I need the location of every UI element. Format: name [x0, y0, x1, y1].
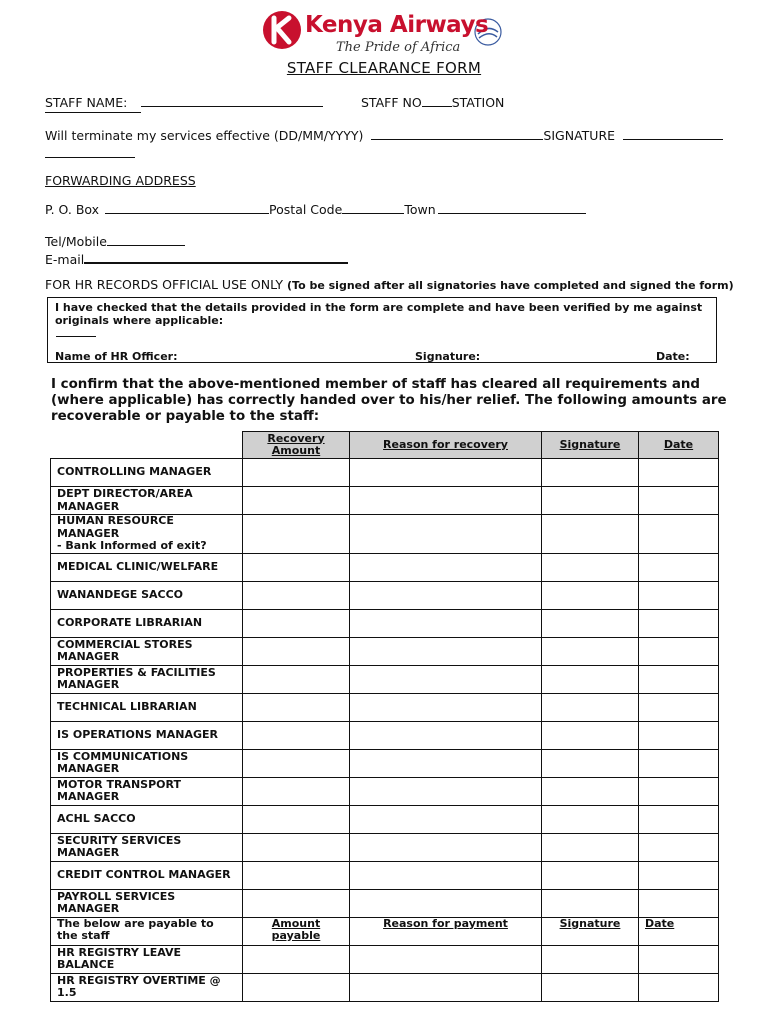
recovery-amount-cell[interactable]	[243, 581, 350, 609]
table-header-row	[51, 432, 719, 459]
table-row	[51, 721, 719, 749]
table-row	[51, 973, 719, 1001]
recovery-amount-cell[interactable]	[243, 805, 350, 833]
row-label-text: ACHL SACCO	[57, 811, 136, 825]
row-label-text: PROPERTIES & FACILITIES MANAGER	[57, 665, 216, 691]
date-cell[interactable]	[639, 637, 719, 665]
table-row	[51, 553, 719, 581]
signature-cell[interactable]	[542, 515, 639, 554]
row-label-text: HR REGISTRY LEAVE BALANCE	[57, 945, 182, 971]
signature-cell[interactable]	[542, 749, 639, 777]
recovery-amount-cell[interactable]	[243, 973, 350, 1001]
reason-cell[interactable]	[350, 515, 542, 554]
recovery-amount-cell[interactable]	[243, 553, 350, 581]
email-label: E-mail	[45, 252, 85, 267]
recovery-amount-cell[interactable]	[243, 637, 350, 665]
table-row	[51, 749, 719, 777]
payable-signature-header	[542, 917, 639, 945]
date-cell[interactable]	[639, 749, 719, 777]
email-row	[45, 250, 348, 267]
amount-payable-header	[243, 917, 350, 945]
confirmation-statement: I confirm that the above-mentioned member of staff has cleared all requirements and (where applicable) has correctly handed over to his/her relief. The following amounts are recoverable or payable to the staff:	[51, 377, 727, 424]
table-row	[51, 665, 719, 693]
date-cell[interactable]	[639, 609, 719, 637]
recovery-amount-cell[interactable]	[243, 693, 350, 721]
table-row	[51, 861, 719, 889]
signature-cell[interactable]	[542, 553, 639, 581]
terminate-date-field[interactable]	[371, 127, 543, 140]
brand-tagline: The Pride of Africa	[336, 40, 461, 55]
row-label	[51, 973, 243, 1001]
town-field[interactable]	[438, 201, 586, 214]
recovery-amount-cell[interactable]	[243, 515, 350, 554]
email-field[interactable]	[84, 250, 348, 264]
recovery-amount-cell[interactable]	[243, 721, 350, 749]
table-row	[51, 637, 719, 665]
payable-signature-header-text: Signature	[559, 916, 621, 930]
reason-cell[interactable]	[350, 973, 542, 1001]
date-cell[interactable]	[639, 553, 719, 581]
signature-cell[interactable]	[542, 581, 639, 609]
payable-header-row	[51, 917, 719, 945]
row-label-text: WANANDEGE SACCO	[57, 587, 184, 601]
table-row	[51, 889, 719, 917]
recovery-amount-cell[interactable]	[243, 749, 350, 777]
row-label-text: CREDIT CONTROL MANAGER	[57, 867, 231, 881]
hr-use-row	[45, 277, 734, 292]
signature-field[interactable]	[623, 127, 723, 140]
signature-cell[interactable]	[542, 721, 639, 749]
recovery-amount-cell[interactable]	[243, 609, 350, 637]
clearance-table	[50, 431, 719, 1002]
tel-row	[45, 233, 185, 249]
reason-cell[interactable]	[350, 487, 542, 515]
row-label	[51, 487, 243, 515]
reason-cell[interactable]	[350, 861, 542, 889]
station-label: STATION	[451, 95, 505, 110]
header-recovery-amount: Recovery Amount	[243, 432, 350, 459]
date-cell[interactable]	[639, 721, 719, 749]
signature-label: SIGNATURE	[543, 128, 616, 143]
table-row	[51, 581, 719, 609]
po-box-label: P. O. Box	[45, 202, 100, 217]
reason-cell[interactable]	[350, 459, 542, 487]
signature-cell[interactable]	[542, 973, 639, 1001]
table-row	[51, 459, 719, 487]
staff-name-row	[45, 94, 323, 110]
form-title: STAFF CLEARANCE FORM	[286, 59, 482, 77]
date-cell[interactable]	[639, 487, 719, 515]
reason-for-payment-header-text: Reason for payment	[383, 916, 508, 930]
table-row	[51, 805, 719, 833]
row-label-text: HR REGISTRY OVERTIME @ 1.5	[57, 973, 221, 999]
reason-cell[interactable]	[350, 609, 542, 637]
staff-no-row	[361, 94, 504, 110]
payable-date-header-text: Date	[645, 916, 675, 930]
row-label-text: HUMAN RESOURCE MANAGER	[57, 514, 174, 540]
header-date: Date	[639, 432, 719, 459]
row-label-text: PAYROLL SERVICES MANAGER	[57, 889, 176, 915]
reason-cell[interactable]	[350, 665, 542, 693]
signature-cell[interactable]	[542, 777, 639, 805]
row-label-text: CORPORATE LIBRARIAN	[57, 615, 203, 629]
postal-code-field[interactable]	[342, 201, 404, 214]
row-label	[51, 889, 243, 917]
recovery-amount-cell[interactable]	[243, 945, 350, 973]
reason-cell[interactable]	[350, 721, 542, 749]
date-cell[interactable]	[639, 889, 719, 917]
underline-field[interactable]	[45, 112, 141, 113]
reason-cell[interactable]	[350, 889, 542, 917]
hr-use-note: (To be signed after all signatories have completed and signed the form)	[287, 279, 734, 292]
tel-field[interactable]	[107, 233, 185, 246]
recovery-amount-cell[interactable]	[243, 665, 350, 693]
reason-cell[interactable]	[350, 693, 542, 721]
row-label	[51, 693, 243, 721]
row-label	[51, 665, 243, 693]
row-label-text: MOTOR TRANSPORT MANAGER	[57, 777, 181, 803]
row-label-text: TECHNICAL LIBRARIAN	[57, 699, 197, 713]
date-cell[interactable]	[639, 861, 719, 889]
terminate-label: Will terminate my services effective (DD/MM/YYYY)	[45, 128, 364, 143]
table-row	[51, 487, 719, 515]
hr-verification-box	[47, 297, 717, 363]
row-label	[51, 805, 243, 833]
row-label	[51, 777, 243, 805]
payable-label	[51, 917, 243, 945]
town-label: Town	[404, 202, 436, 217]
reason-cell[interactable]	[350, 945, 542, 973]
reason-cell[interactable]	[350, 637, 542, 665]
signature-cell[interactable]	[542, 693, 639, 721]
row-label	[51, 581, 243, 609]
table-row	[51, 609, 719, 637]
recovery-amount-cell[interactable]	[243, 777, 350, 805]
recovery-amount-cell[interactable]	[243, 459, 350, 487]
recovery-amount-cell[interactable]	[243, 861, 350, 889]
signature-cell[interactable]	[542, 861, 639, 889]
staff-no-field[interactable]	[422, 94, 452, 107]
hr-signature-label: Signature:	[415, 350, 481, 363]
date-cell[interactable]	[639, 805, 719, 833]
po-box-field[interactable]	[105, 201, 269, 214]
date-cell[interactable]	[639, 581, 719, 609]
recovery-amount-cell[interactable]	[243, 833, 350, 861]
table-row	[51, 515, 719, 554]
reason-cell[interactable]	[350, 833, 542, 861]
signature-cell[interactable]	[542, 609, 639, 637]
reason-cell[interactable]	[350, 749, 542, 777]
date-cell[interactable]	[639, 693, 719, 721]
row-label-text: IS COMMUNICATIONS MANAGER	[57, 749, 189, 775]
hr-officer-name-label: Name of HR Officer:	[55, 350, 178, 363]
row-label-text: COMMERCIAL STORES MANAGER	[57, 637, 193, 663]
row-label	[51, 861, 243, 889]
row-label	[51, 459, 243, 487]
underline-field[interactable]	[45, 157, 135, 158]
row-label-text: SECURITY SERVICES MANAGER	[57, 833, 182, 859]
hr-use-heading: FOR HR RECORDS OFFICIAL USE ONLY	[45, 277, 284, 292]
row-label-text: MEDICAL CLINIC/WELFARE	[57, 559, 219, 573]
row-label-text: DEPT DIRECTOR/AREA MANAGER	[57, 487, 193, 513]
address-row	[45, 201, 586, 217]
terminate-row	[45, 127, 723, 143]
date-cell[interactable]	[639, 515, 719, 554]
staff-name-field[interactable]	[141, 94, 323, 107]
row-label	[51, 833, 243, 861]
signature-cell[interactable]	[542, 889, 639, 917]
date-cell[interactable]	[639, 833, 719, 861]
hr-date-label: Date:	[656, 350, 690, 363]
header-blank-cell	[51, 432, 243, 459]
payable-label-text: The below are payable to the staff	[57, 916, 214, 942]
row-label	[51, 553, 243, 581]
header-reason-for-recovery: Reason for recovery	[350, 432, 542, 459]
date-cell[interactable]	[639, 459, 719, 487]
hr-statement: I have checked that the details provided in the form are complete and have been verified by me against originals where applicable:	[55, 301, 703, 327]
signature-cell[interactable]	[542, 459, 639, 487]
row-label	[51, 609, 243, 637]
recovery-amount-cell[interactable]	[243, 487, 350, 515]
row-sub-item: - Bank Informed of exit?	[57, 539, 207, 552]
row-label	[51, 515, 243, 554]
row-label-text: CONTROLLING MANAGER	[57, 465, 212, 479]
tel-label: Tel/Mobile	[45, 234, 107, 249]
forwarding-address-heading: FORWARDING ADDRESS	[45, 173, 196, 188]
underline-field[interactable]	[56, 336, 96, 337]
reason-cell[interactable]	[350, 805, 542, 833]
recovery-amount-cell[interactable]	[243, 889, 350, 917]
row-label	[51, 721, 243, 749]
signature-cell[interactable]	[542, 487, 639, 515]
row-label-text: IS OPERATIONS MANAGER	[57, 727, 218, 741]
table-row	[51, 833, 719, 861]
date-cell[interactable]	[639, 777, 719, 805]
table-row	[51, 777, 719, 805]
amount-payable-header-text: Amount payable	[271, 916, 321, 942]
reason-cell[interactable]	[350, 581, 542, 609]
postal-code-label: Postal Code	[269, 202, 343, 217]
signature-cell[interactable]	[542, 637, 639, 665]
row-label	[51, 637, 243, 665]
signature-cell[interactable]	[542, 833, 639, 861]
staff-no-label: STAFF NO	[361, 95, 422, 110]
staff-name-label: STAFF NAME:	[45, 95, 128, 110]
reason-for-payment-header	[350, 917, 542, 945]
date-cell[interactable]	[639, 945, 719, 973]
reason-cell[interactable]	[350, 553, 542, 581]
reason-cell[interactable]	[350, 777, 542, 805]
table-row	[51, 945, 719, 973]
signature-cell[interactable]	[542, 945, 639, 973]
row-label	[51, 945, 243, 973]
table-row	[51, 693, 719, 721]
date-cell[interactable]	[639, 973, 719, 1001]
signature-cell[interactable]	[542, 805, 639, 833]
row-label	[51, 749, 243, 777]
payable-date-header	[639, 917, 719, 945]
brand-name: Kenya Airways	[305, 12, 489, 38]
date-cell[interactable]	[639, 665, 719, 693]
signature-cell[interactable]	[542, 665, 639, 693]
header-signature: Signature	[542, 432, 639, 459]
